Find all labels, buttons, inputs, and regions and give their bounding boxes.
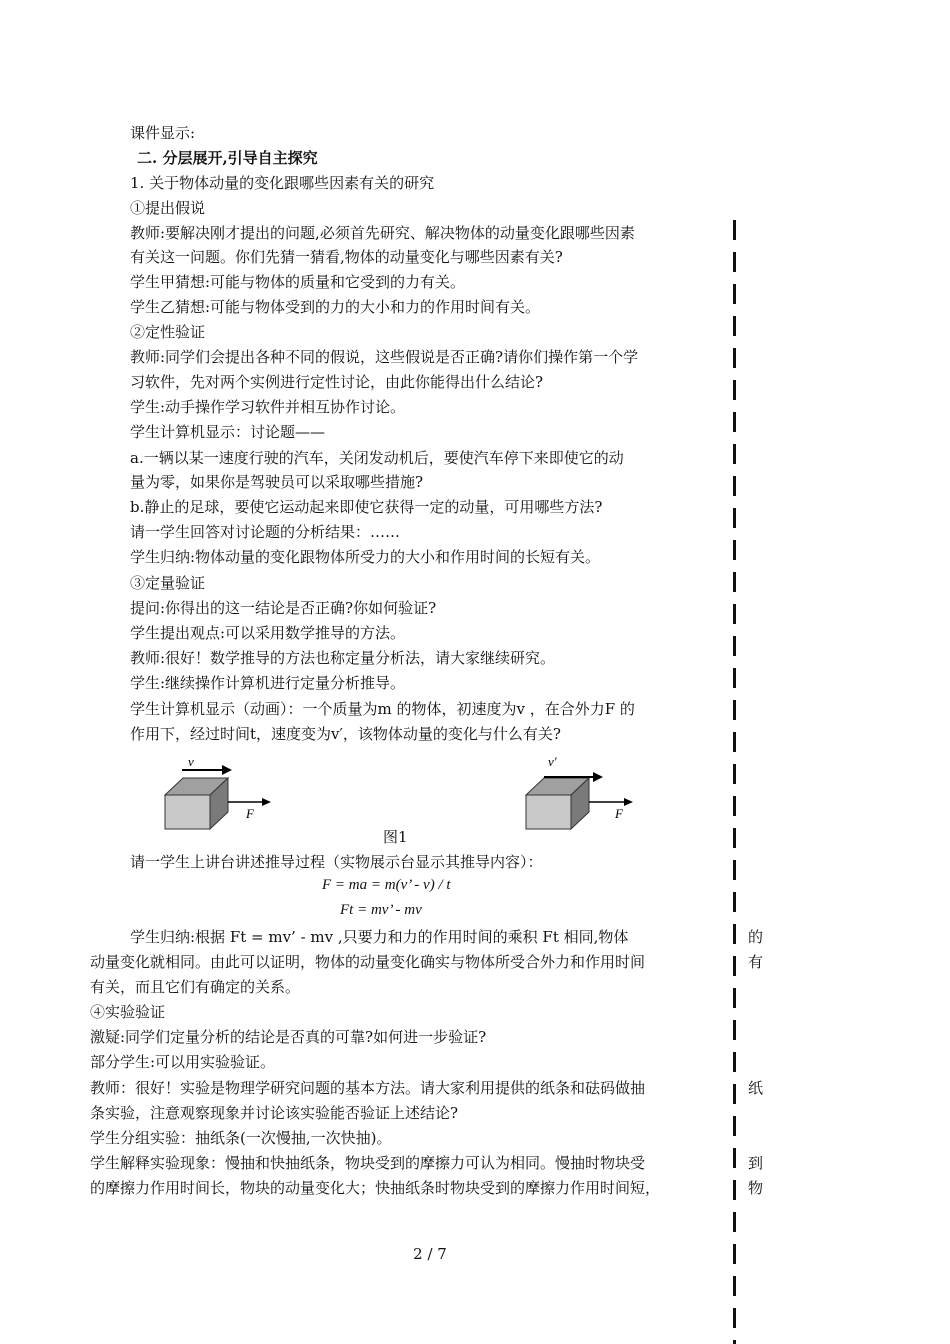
- text-line: 学生分组实验：抽纸条(一次慢抽,一次快抽)。: [90, 1129, 392, 1147]
- text-line: 学生计算机显示（动画）：一个质量为m 的物体，初速度为v ，在合外力F 的: [130, 700, 635, 718]
- text-line: 教师：很好！实验是物理学研究问题的基本方法。请大家利用提供的纸条和砝码做抽: [90, 1079, 646, 1097]
- text-line: 学生:继续操作计算机进行定量分析推导。: [130, 674, 406, 692]
- text-line: 学生提出观点:可以采用数学推导的方法。: [130, 624, 406, 642]
- label-v: v: [188, 754, 194, 769]
- text-line: 学生归纳:根据 Ft = mv’ - mv ,只要力和力的作用时间的乘积 Ft 相同,物体: [130, 928, 629, 946]
- text-line: 提问:你得出的这一结论是否正确?你如何验证?: [130, 599, 437, 617]
- figure-1: [150, 750, 650, 835]
- text-line: 学生归纳:物体动量的变化跟物体所受力的大小和作用时间的长短有关。: [130, 548, 601, 566]
- page-number: 2 / 7: [413, 1245, 447, 1263]
- text-line: 学生甲猜想:可能与物体的质量和它受到的力有关。: [130, 273, 466, 291]
- label-v-prime: v': [548, 754, 557, 769]
- label-F-left: F: [246, 806, 254, 821]
- side-char: 的: [748, 928, 764, 946]
- block-initial: [165, 778, 228, 829]
- text-line: 有关这一问题。你们先猜一猜看,物体的动量变化与哪些因素有关?: [130, 248, 563, 266]
- force-arrowhead: [262, 798, 271, 806]
- text-line: 请一学生上讲台讲述推导过程（实物展示台显示其推导内容）：: [130, 853, 543, 871]
- binding-dashed-line: [733, 220, 736, 1344]
- equation-2: Ft = mv’ - mv: [340, 902, 422, 918]
- text-line: 教师:同学们会提出各种不同的假说，这些假说是否正确?请你们操作第一个学: [130, 348, 639, 366]
- step-heading: ①提出假说: [130, 199, 206, 217]
- text-line: 部分学生:可以用实验验证。: [90, 1053, 276, 1071]
- text-line: 有关，而且它们有确定的关系。: [90, 978, 301, 996]
- text-line: 激疑:同学们定量分析的结论是否真的可靠?如何进一步验证?: [90, 1028, 487, 1046]
- text-line: 学生解释实验现象：慢抽和快抽纸条，物块受到的摩擦力可认为相同。慢抽时物块受: [90, 1154, 646, 1172]
- figure-caption: 图1: [383, 828, 408, 846]
- step-heading: ②定性验证: [130, 323, 206, 341]
- text-line: 请一学生回答对讨论题的分析结果：……: [130, 523, 401, 541]
- step-heading: ③定量验证: [130, 574, 206, 592]
- section-heading: 二. 分层展开,引导自主探究: [137, 149, 318, 167]
- side-char: 物: [748, 1179, 764, 1197]
- text-line: 学生计算机显示：讨论题——: [130, 423, 326, 441]
- text-line: 课件显示:: [130, 124, 196, 142]
- text-line: 的摩擦力作用时间长，物块的动量变化大；快抽纸条时物块受到的摩擦力作用时间短，: [90, 1179, 661, 1197]
- label-F-right: F: [615, 806, 623, 821]
- velocity-arrowhead-2: [593, 772, 603, 782]
- side-char: 到: [748, 1154, 764, 1172]
- text-line: 条实验，注意观察现象并讨论该实验能否验证上述结论?: [90, 1104, 459, 1122]
- text-line: b.静止的足球，要使它运动起来即使它获得一定的动量，可用哪些方法?: [130, 498, 603, 516]
- velocity-arrowhead: [222, 765, 232, 775]
- block-final: [526, 778, 589, 829]
- text-line: 习软件，先对两个实例进行定性讨论，由此你能得出什么结论?: [130, 373, 544, 391]
- text-line: 学生:动手操作学习软件并相互协作讨论。: [130, 398, 406, 416]
- text-line: 动量变化就相同。由此可以证明，物体的动量变化确实与物体所受合外力和作用时间: [90, 953, 646, 971]
- text-line: 教师:要解决刚才提出的问题,必须首先研究、解决物体的动量变化跟哪些因素: [130, 224, 635, 242]
- force-arrowhead-2: [624, 798, 633, 806]
- text-line: 作用下，经过时间t，速度变为v′，该物体动量的变化与什么有关?: [130, 725, 561, 743]
- equation-1: F = ma = m(v’ - v) / t: [322, 877, 451, 893]
- side-char: 纸: [748, 1079, 764, 1097]
- step-heading: ④实验验证: [90, 1003, 166, 1021]
- text-line: a.一辆以某一速度行驶的汽车，关闭发动机后，要使汽车停下来即使它的动: [130, 449, 624, 467]
- text-line: 教师:很好！数学推导的方法也称定量分析法，请大家继续研究。: [130, 649, 556, 667]
- text-line: 量为零，如果你是驾驶员可以采取哪些措施?: [130, 473, 424, 491]
- text-line: 学生乙猜想:可能与物体受到的力的大小和力的作用时间有关。: [130, 298, 541, 316]
- side-char: 有: [748, 953, 764, 971]
- subsection-heading: 1. 关于物体动量的变化跟哪些因素有关的研究: [130, 174, 435, 192]
